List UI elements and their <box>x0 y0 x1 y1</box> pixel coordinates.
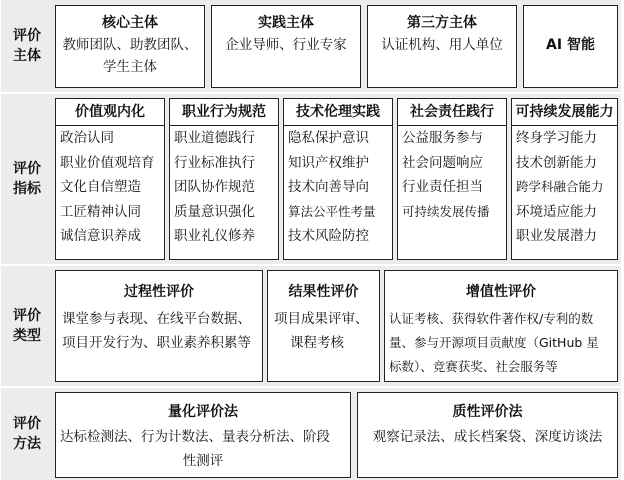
indicator-item: 跨学科融合能力 <box>516 179 604 195</box>
indicator-item: 职业发展潜力 <box>516 228 597 245</box>
indicator-item: 技术向善导向 <box>288 179 369 196</box>
label-line: 指标 <box>13 181 41 197</box>
subject-thirdparty-title: 第三方主体 <box>407 15 477 31</box>
indicator-item: 技术风险防控 <box>288 228 369 245</box>
subject-ai-box <box>523 5 618 88</box>
type-result-title: 结果性评价 <box>288 284 359 300</box>
subject-core-box <box>55 5 205 88</box>
indicator-item: 社会问题响应 <box>402 154 483 171</box>
label-line: 评价 <box>13 161 41 177</box>
method-quantitative-line: 达标检测法、行为计数法、量表分析法、阶段 <box>60 429 330 445</box>
method-qualitative-box <box>357 392 618 478</box>
indicator-item: 环境适应能力 <box>516 203 597 220</box>
label-line: 评价 <box>13 28 41 44</box>
type-value-added-title: 增值性评价 <box>466 284 536 300</box>
indicator-item: 算法公平性考量 <box>288 203 376 219</box>
indicator-item: 职业价值观培育 <box>60 154 155 171</box>
indicator-item: 质量意识强化 <box>174 203 255 220</box>
subject-ai-title: AI 智能 <box>546 37 595 53</box>
indicator-col-title: 职业行为规范 <box>170 99 278 126</box>
subject-practice-box <box>211 5 361 88</box>
subject-practice-title: 实践主体 <box>258 15 314 31</box>
methods-label <box>1 388 53 480</box>
types-band <box>1 266 621 386</box>
label-line: 评价 <box>13 416 41 432</box>
subject-core-title: 核心主体 <box>102 15 158 31</box>
type-result-line: 项目成果评审、 <box>274 311 369 327</box>
label-line: 主体 <box>13 48 41 64</box>
method-quantitative-title: 量化评价法 <box>168 404 238 420</box>
subject-thirdparty-box <box>367 5 517 88</box>
type-value-added-box <box>384 270 618 382</box>
indicator-col-values <box>55 98 165 260</box>
indicator-item: 职业礼仪修养 <box>174 228 255 245</box>
indicator-item: 诚信意识养成 <box>60 228 141 245</box>
indicator-col-ethics <box>283 98 393 260</box>
indicator-col-sustainable <box>511 98 618 260</box>
indicator-item: 可持续发展传播 <box>402 203 490 219</box>
indicator-col-social <box>397 98 507 260</box>
indicator-col-title: 可持续发展能力 <box>512 99 617 126</box>
type-result-line: 课程考核 <box>290 335 344 351</box>
method-qualitative-line: 观察记录法、成长档案袋、深度访谈法 <box>372 429 603 445</box>
type-value-added-line: 量、参与开源项目贡献度（GitHub 星 <box>389 335 599 350</box>
type-process-line: 项目开发行为、职业素养积累等 <box>62 335 251 351</box>
method-quantitative-box <box>55 392 351 478</box>
type-process-title: 过程性评价 <box>124 284 194 300</box>
subject-thirdparty-desc: 认证机构、用人单位 <box>381 37 503 53</box>
methods-band <box>1 388 621 480</box>
type-result-box <box>267 270 380 382</box>
subjects-label <box>1 0 53 92</box>
indicator-item: 职业道德践行 <box>174 130 255 146</box>
indicator-col-conduct <box>169 98 279 260</box>
indicator-item: 工匠精神认同 <box>60 203 141 220</box>
indicator-item: 隐私保护意识 <box>288 130 369 146</box>
subject-core-desc: 教师团队、助教团队、 学生主体 <box>62 37 198 75</box>
label-line: 评价 <box>13 308 41 324</box>
label-line: 类型 <box>13 328 41 344</box>
type-value-added-line: 认证考核、获得软件著作权/专利的数 <box>389 311 594 326</box>
subject-practice-desc: 企业导师、行业专家 <box>225 37 347 53</box>
indicator-col-title: 技术伦理实践 <box>284 99 392 126</box>
indicator-item: 公益服务参与 <box>402 130 483 146</box>
indicator-item: 团队协作规范 <box>174 179 255 196</box>
type-process-box <box>55 270 263 382</box>
method-quantitative-line: 性测评 <box>182 453 224 469</box>
indicators-label <box>1 94 53 264</box>
indicator-item: 行业责任担当 <box>402 179 483 196</box>
label-line: 方法 <box>13 436 41 452</box>
type-process-line: 课堂参与表现、在线平台数据、 <box>62 311 251 327</box>
indicator-item: 行业标准执行 <box>174 154 255 171</box>
indicator-item: 知识产权维护 <box>288 154 369 171</box>
indicator-col-title: 价值观内化 <box>56 99 164 126</box>
types-label <box>1 266 53 386</box>
subjects-band <box>1 0 621 92</box>
indicator-item: 终身学习能力 <box>516 130 597 146</box>
type-value-added-line: 标数）、竞赛获奖、社会服务等 <box>389 359 558 374</box>
indicator-item: 政治认同 <box>60 130 114 146</box>
indicator-col-title: 社会责任践行 <box>398 99 506 126</box>
indicator-item: 技术创新能力 <box>516 154 597 171</box>
indicator-item: 文化自信塑造 <box>60 179 141 196</box>
indicators-band <box>1 94 621 264</box>
method-qualitative-title: 质性评价法 <box>452 404 523 420</box>
